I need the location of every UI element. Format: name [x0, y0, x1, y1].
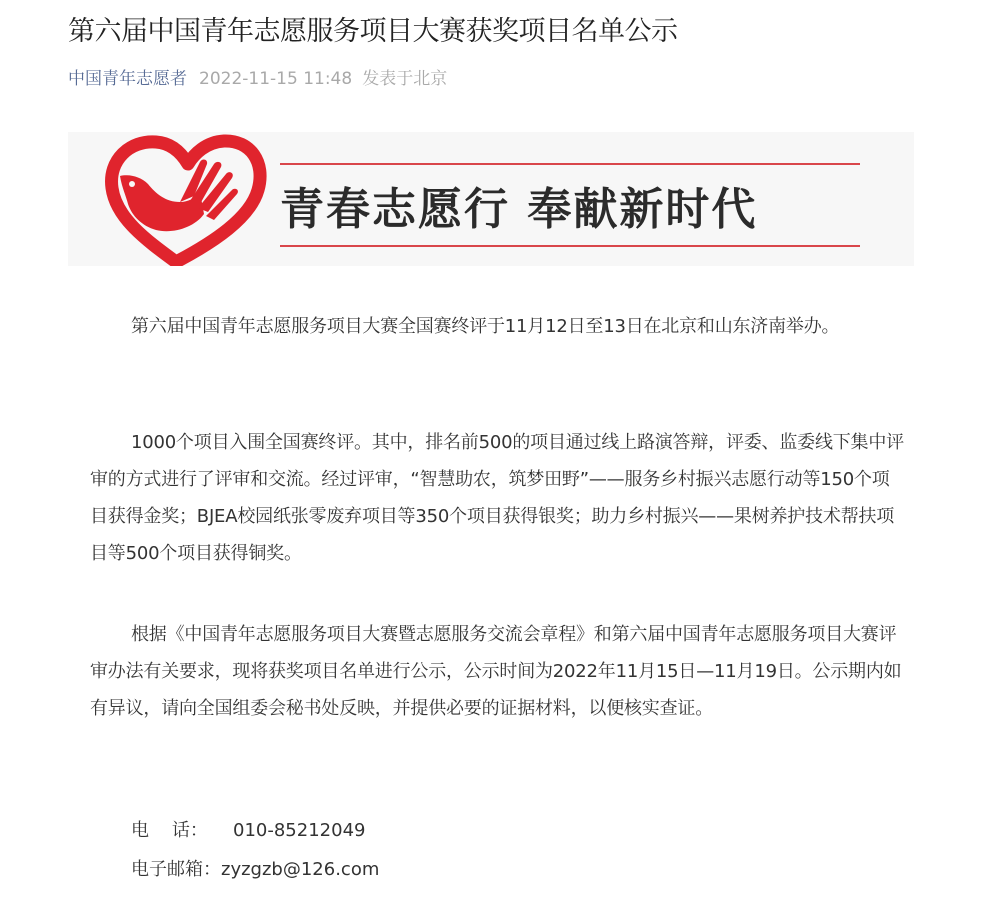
- article-title: 第六届中国青年志愿服务项目大赛获奖项目名单公示: [68, 16, 678, 47]
- banner-image: [68, 132, 914, 266]
- phone-number-link[interactable]: 010-85212049: [233, 820, 366, 841]
- paragraph-results: 1000个项目入围全国赛终评。其中，排名前500的项目通过线上路演答辩，评委、监委线下集中评审的方式进行了评审和交流。经过评审，“智慧助农，筑梦田野”——服务乡村振兴志愿行动等150个项目获得金奖；BJEA校园纸张零废弃项目等350个项目获得银奖；助力乡村振兴——果树养护技术帮扶项目等500个项目获得铜奖。: [90, 432, 904, 564]
- email-link[interactable]: zyzgzb@126.com: [221, 859, 380, 880]
- article-meta: [68, 66, 447, 92]
- paragraph-notice: 根据《中国青年志愿服务项目大赛暨志愿服务交流会章程》和第六届中国青年志愿服务项目大赛评审办法有关要求，现将获奖项目名单进行公示，公示时间为2022年11月15日—11月19日。公示期内如有异议，请向全国组委会秘书处反映，并提供必要的证据材料，以便核实查证。: [90, 624, 902, 719]
- publish-location: 发表于北京: [362, 69, 448, 89]
- banner-slogan: 青春志愿行 奉献新时代: [280, 184, 758, 235]
- paragraph-intro: 第六届中国青年志愿服务项目大赛全国赛终评于11月12日至13日在北京和山东济南举办。: [131, 316, 840, 337]
- publish-datetime: 2022-11-15 11:48: [199, 69, 353, 89]
- contact-email-row: [131, 855, 379, 885]
- phone-label: 电 话：: [131, 820, 208, 841]
- email-label: 电子邮箱：: [131, 859, 221, 880]
- contact-phone-row: [131, 816, 365, 846]
- author-link[interactable]: 中国青年志愿者: [68, 69, 187, 89]
